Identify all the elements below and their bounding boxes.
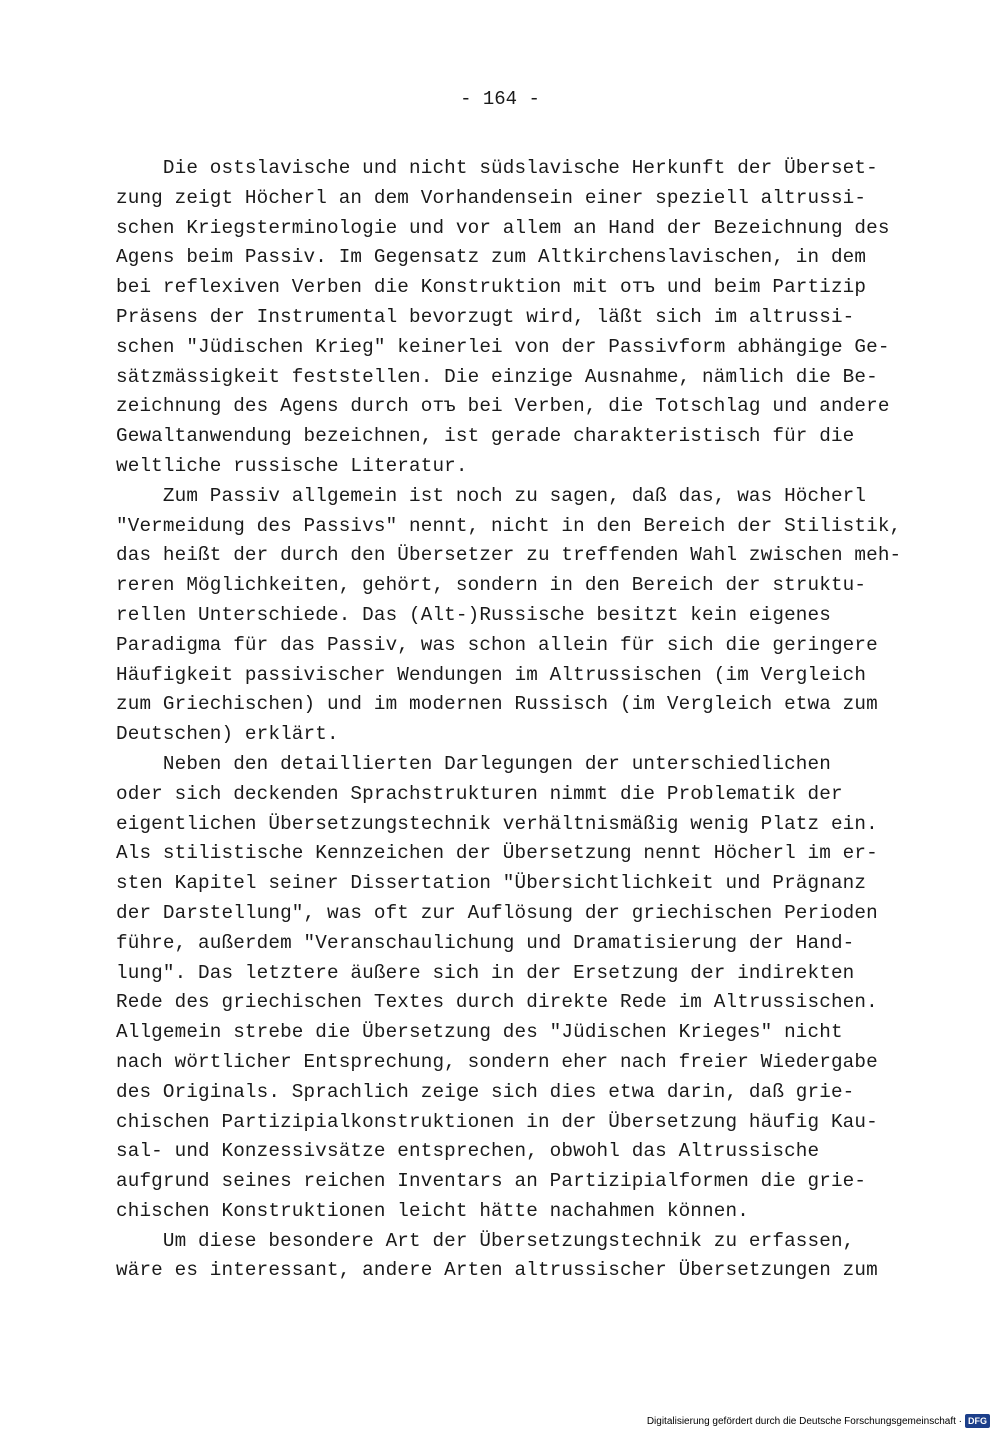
text-line: Um diese besondere Art der Übersetzungstechnik zu erfassen, <box>116 1229 855 1252</box>
text-line: sätzmässigkeit feststellen. Die einzige Ausnahme, nämlich die Be- <box>116 365 878 388</box>
body-text <box>116 154 916 1286</box>
text-line: das heißt der durch den Übersetzer zu treffenden Wahl zwischen meh- <box>116 544 902 567</box>
text-line: Neben den detaillierten Darlegungen der unterschiedlichen <box>116 752 831 775</box>
text-line: Zum Passiv allgemein ist noch zu sagen, daß das, was Höcherl <box>116 484 867 507</box>
text-line: Deutschen) erklärt. <box>116 723 339 746</box>
text-line: Allgemein strebe die Übersetzung des "Jüdischen Krieges" nicht <box>116 1021 843 1044</box>
text-line: lung". Das letztere äußere sich in der Ersetzung der indirekten <box>116 961 855 984</box>
text-line: zung zeigt Höcherl an dem Vorhandensein einer speziell altrussi- <box>116 186 867 209</box>
text-line: rellen Unterschiede. Das (Alt-)Russische besitzt kein eigenes <box>116 603 831 626</box>
text-line: Gewaltanwendung bezeichnen, ist gerade charakteristisch für die <box>116 425 855 448</box>
text-line: eigentlichen Übersetzungstechnik verhältnismäßig wenig Platz ein. <box>116 812 878 835</box>
text-line: sten Kapitel seiner Dissertation "Übersichtlichkeit und Prägnanz <box>116 872 867 895</box>
text-line: oder sich deckenden Sprachstrukturen nimmt die Problematik der <box>116 782 843 805</box>
text-line: bei reflexiven Verben die Konstruktion mit отъ und beim Partizip <box>116 276 867 299</box>
text-line: aufgrund seines reichen Inventars an Partizipialformen die grie- <box>116 1170 867 1193</box>
text-line: zum Griechischen) und im modernen Russisch (im Vergleich etwa zum <box>116 693 878 716</box>
dfg-logo-icon: DFG <box>965 1414 990 1428</box>
text-line: führe, außerdem "Veranschaulichung und Dramatisierung der Hand- <box>116 931 855 954</box>
text-line: reren Möglichkeiten, gehört, sondern in den Bereich der struktu- <box>116 574 867 597</box>
text-line: Agens beim Passiv. Im Gegensatz zum Altkirchenslavischen, in dem <box>116 246 867 269</box>
page-number: - 164 - <box>460 88 540 110</box>
text-line: zeichnung des Agens durch отъ bei Verben, die Totschlag und andere <box>116 395 890 418</box>
text-line: schen "Jüdischen Krieg" keinerlei von der Passivform abhängige Ge- <box>116 335 890 358</box>
text-line: nach wörtlicher Entsprechung, sondern eher nach freier Wiedergabe <box>116 1050 878 1073</box>
text-line: wäre es interessant, andere Arten altrussischer Übersetzungen zum <box>116 1259 878 1282</box>
text-line: Paradigma für das Passiv, was schon allein für sich die geringere <box>116 633 878 656</box>
text-line: Die ostslavische und nicht südslavische Herkunft der Überset- <box>116 157 878 179</box>
text-line: "Vermeidung des Passivs" nennt, nicht in den Bereich der Stilistik, <box>116 514 902 537</box>
text-line: Als stilistische Kennzeichen der Übersetzung nennt Höcherl im er- <box>116 842 878 865</box>
text-line: chischen Konstruktionen leicht hätte nachahmen können. <box>116 1199 749 1222</box>
text-line: Häufigkeit passivischer Wendungen im Altrussischen (im Vergleich <box>116 663 867 686</box>
text-line: weltliche russische Literatur. <box>116 454 468 477</box>
text-line: des Originals. Sprachlich zeige sich dies etwa darin, daß grie- <box>116 1080 855 1103</box>
text-line: schen Kriegsterminologie und vor allem an Hand der Bezeichnung des <box>116 216 890 239</box>
text-line: chischen Partizipialkonstruktionen in der Übersetzung häufig Kau- <box>116 1110 878 1133</box>
footer <box>647 1414 990 1428</box>
text-line: sal- und Konzessivsätze entsprechen, obwohl das Altrussische <box>116 1140 820 1163</box>
text-line: der Darstellung", was oft zur Auflösung der griechischen Perioden <box>116 901 878 924</box>
footer-text: Digitalisierung gefördert durch die Deutsche Forschungsgemeinschaft · <box>646 1415 962 1427</box>
text-line: Präsens der Instrumental bevorzugt wird, läßt sich im altrussi- <box>116 305 855 328</box>
text-line: Rede des griechischen Textes durch direkte Rede im Altrussischen. <box>116 991 878 1014</box>
